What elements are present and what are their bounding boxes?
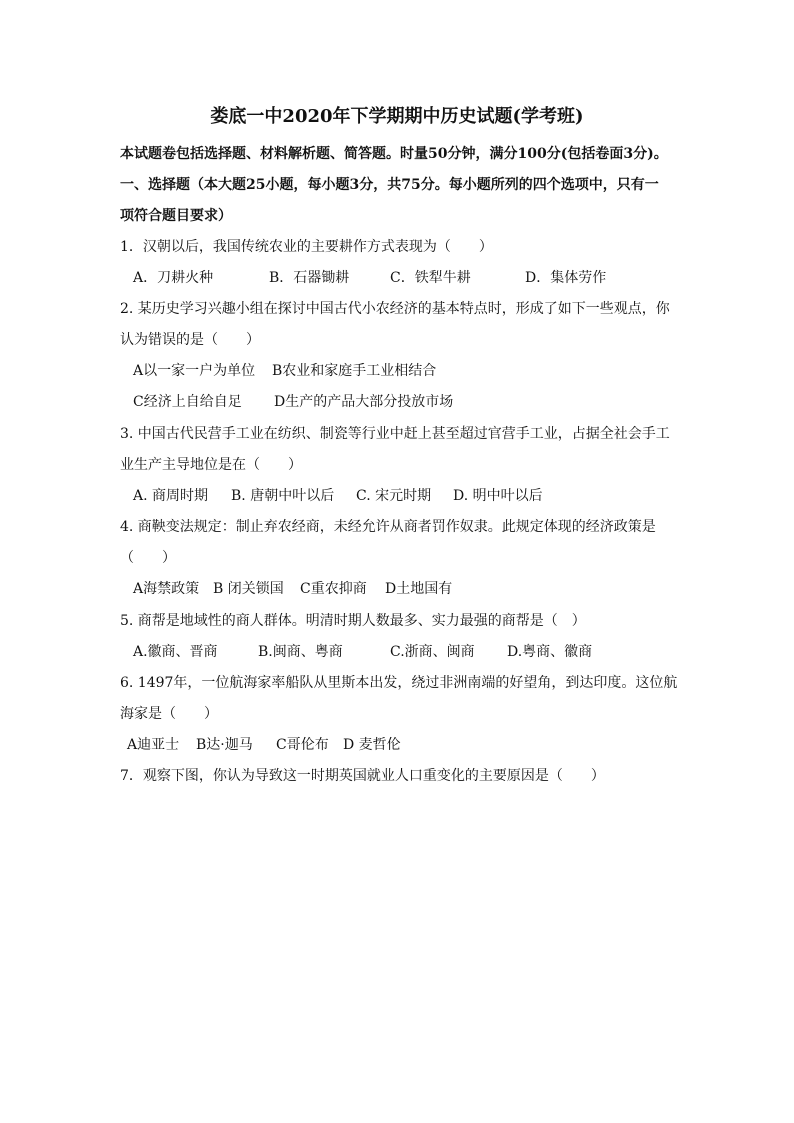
question-1-option-b: B．石器锄耕	[269, 270, 350, 286]
question-4-option-c: C重农抑商	[300, 581, 367, 597]
question-5-option-a: A.徽商、晋商	[133, 644, 218, 660]
question-6-option-d: D 麦哲伦	[343, 737, 401, 753]
question-2-stem-line-2: 认为错误的是（ ）	[120, 332, 260, 348]
question-4-option-a: A海禁政策	[133, 581, 200, 597]
question-4-stem-line-2: （ ）	[120, 550, 176, 566]
question-2-stem-line-1: 2. 某历史学习兴趣小组在探讨中国古代小农经济的基本特点时，形成了如下一些观点，你	[120, 301, 670, 317]
section-heading-line-1: 一、选择题（本大题25小题，每小题3分，共75分。每小题所列的四个选项中，只有一	[120, 177, 659, 193]
question-5-option-b: B.闽商、粤商	[258, 644, 343, 660]
question-6-stem-line-2: 海家是（ ）	[120, 706, 218, 722]
question-3-option-b: B. 唐朝中叶以后	[231, 488, 335, 504]
question-1-option-d: D．集体劳作	[525, 270, 607, 286]
question-6-option-c: C哥伦布	[276, 737, 329, 753]
question-4-option-b: B 闭关锁国	[213, 581, 284, 597]
section-heading-line-2: 项符合题目要求）	[120, 208, 232, 224]
question-3-stem-line-1: 3. 中国古代民营手工业在纺织、制瓷等行业中赶上甚至超过官营手工业，占据全社会手工	[120, 426, 670, 442]
question-5-stem: 5. 商帮是地域性的商人群体。明清时期人数最多、实力最强的商帮是（ ）	[120, 613, 586, 629]
question-3-stem-line-2: 业生产主导地位是在（ ）	[120, 457, 302, 473]
question-2-option-c: C经济上自给自足	[133, 394, 242, 410]
question-5-option-d: D.粤商、徽商	[507, 644, 593, 660]
question-1-stem: 1．汉朝以后，我国传统农业的主要耕作方式表现为（ ）	[120, 239, 493, 255]
page-title: 娄底一中2020年下学期期中历史试题(学考班)	[210, 106, 584, 127]
question-6-stem-line-1: 6. 1497年，一位航海家率船队从里斯本出发，绕过非洲南端的好望角，到达印度。这位航	[120, 675, 678, 691]
question-4-stem-line-1: 4. 商鞅变法规定：制止弃农经商，未经允许从商者罚作奴隶。此规定体现的经济政策是	[120, 519, 656, 535]
question-3-option-d: D. 明中叶以后	[453, 488, 543, 504]
question-7-stem: 7．观察下图，你认为导致这一时期英国就业人口重变化的主要原因是（ ）	[120, 768, 605, 784]
question-6-option-a: A迪亚士	[127, 737, 180, 753]
question-3-option-c: C. 宋元时期	[356, 488, 432, 504]
question-5-option-c: C.浙商、闽商	[390, 644, 475, 660]
exam-intro: 本试题卷包括选择题、材料解析题、简答题。时量50分钟，满分100分(包括卷面3分)。	[120, 146, 668, 162]
question-3-option-a: A. 商周时期	[133, 488, 209, 504]
question-4-option-d: D土地国有	[385, 581, 453, 597]
question-6-option-b: B达·迦马	[196, 737, 253, 753]
question-1-option-c: C．铁犁牛耕	[390, 270, 471, 286]
question-2-option-b: B农业和家庭手工业相结合	[272, 363, 437, 379]
question-2-option-a: A以一家一户为单位	[133, 363, 256, 379]
question-1-option-a: A．刀耕火种	[133, 270, 214, 286]
question-2-option-d: D生产的产品大部分投放市场	[274, 394, 454, 410]
